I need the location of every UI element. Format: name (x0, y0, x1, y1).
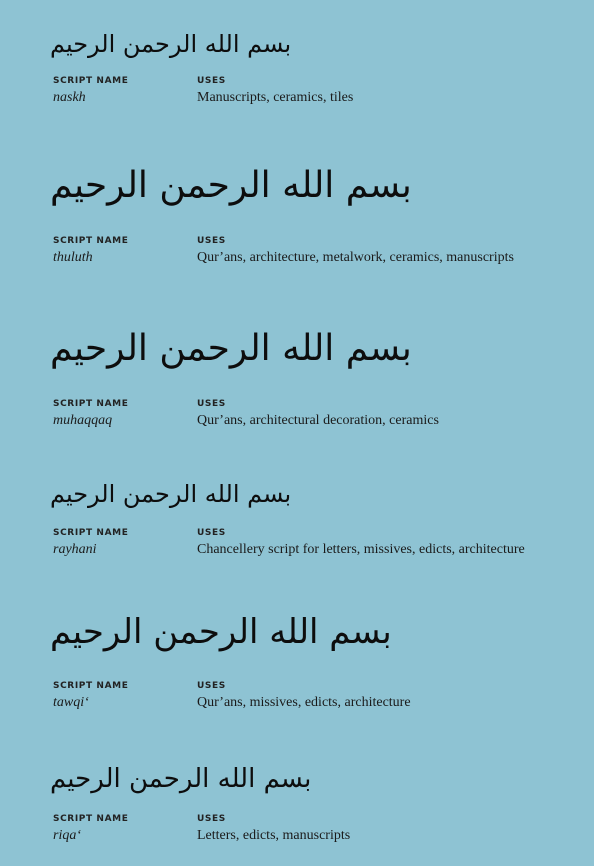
calligraphy-sample-muhaqqaq: بسم الله الرحمن الرحيم (50, 328, 412, 369)
uses-label: USES (197, 399, 226, 409)
uses-label: USES (197, 814, 226, 824)
script-name-value: naskh (53, 90, 86, 105)
uses-value: Chancellery script for letters, missives, edicts, architecture (197, 542, 525, 557)
uses-value: Qur’ans, architectural decoration, ceramics (197, 413, 439, 428)
uses-label: USES (197, 528, 226, 538)
script-name-value: tawqi‘ (53, 695, 89, 710)
uses-value: Manuscripts, ceramics, tiles (197, 90, 354, 105)
calligraphy-sample-tawqi: بسم الله الرحمن الرحيم (50, 612, 392, 652)
script-name-label: SCRIPT NAME (53, 236, 129, 246)
calligraphy-sample-rayhani: بسم الله الرحمن الرحيم (50, 480, 292, 508)
script-name-label: SCRIPT NAME (53, 681, 129, 691)
calligraphy-sample-naskh: بسم الله الرحمن الرحيم (50, 30, 292, 58)
script-name-label: SCRIPT NAME (53, 399, 129, 409)
script-name-label: SCRIPT NAME (53, 528, 129, 538)
uses-label: USES (197, 236, 226, 246)
calligraphy-sample-thuluth: بسم الله الرحمن الرحيم (50, 165, 412, 206)
script-name-value: thuluth (53, 250, 93, 265)
script-name-value: riqa‘ (53, 828, 81, 843)
script-name-label: SCRIPT NAME (53, 814, 129, 824)
uses-value: Letters, edicts, manuscripts (197, 828, 351, 843)
uses-value: Qur’ans, architecture, metalwork, ceramics, manuscripts (197, 250, 514, 265)
uses-label: USES (197, 76, 226, 86)
uses-label: USES (197, 681, 226, 691)
calligraphy-sample-riqa: بسم الله الرحمن الرحيم (50, 764, 312, 794)
script-name-value: muhaqqaq (53, 413, 113, 428)
uses-value: Qur’ans, missives, edicts, architecture (197, 695, 411, 710)
script-name-label: SCRIPT NAME (53, 76, 129, 86)
script-name-value: rayhani (53, 542, 97, 557)
